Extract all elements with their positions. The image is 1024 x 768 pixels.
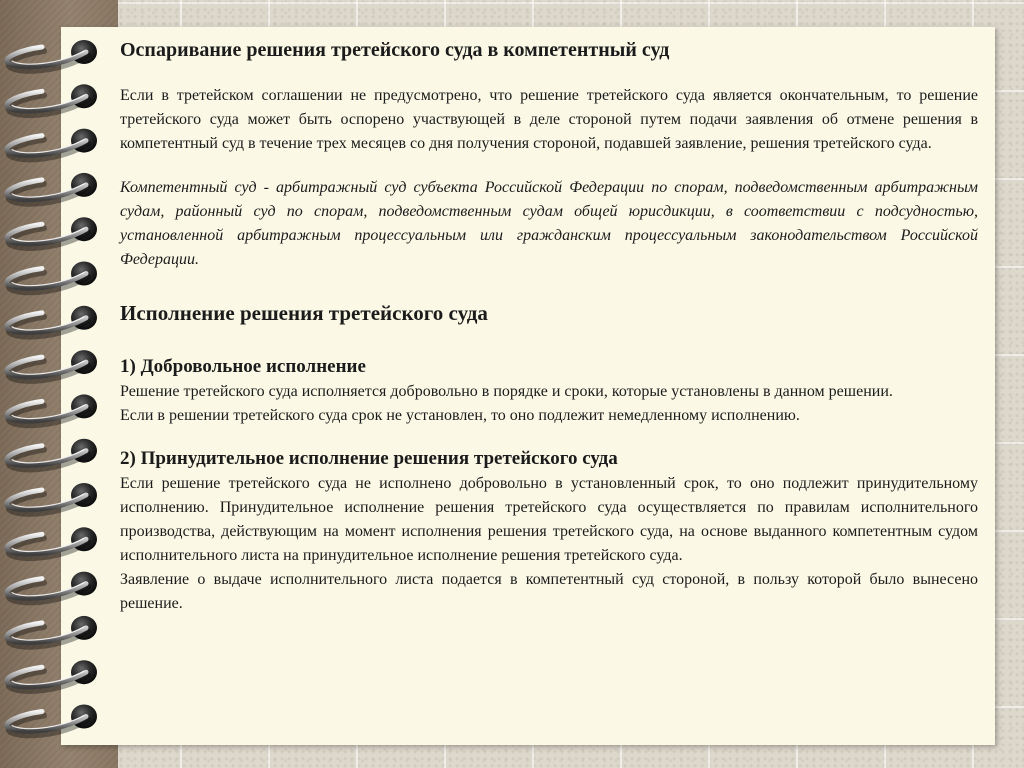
binding-ring — [7, 572, 97, 603]
binding-ring — [7, 394, 97, 425]
spiral-binding — [0, 0, 110, 768]
binding-ring — [7, 306, 97, 337]
paragraph-forced-2: Заявление о выдаче исполнительного листа подается в компетентный суд стороной, в пользу которой было вынесено решение. — [120, 571, 978, 612]
binding-ring — [7, 129, 97, 160]
binding-ring — [7, 616, 97, 647]
binding-ring — [7, 660, 97, 691]
paragraph-contest-procedure: Если в третейском соглашении не предусмотрено, что решение третейского суда является окончательным, то решение третейского суда может быть оспорено участвующей в деле стороной путем подачи заявления об отмене решения в компетентный суд в течение трех месяцев со дня получения стороной, подавшей заявление, решения третейского суда. — [120, 87, 978, 152]
section-title-contest: Оспаривание решения третейского суда в компетентный суд — [120, 39, 670, 61]
binding-ring — [7, 84, 97, 115]
subheading-forced: 2) Принудительное исполнение решения третейского суда — [120, 448, 618, 469]
paragraph-competent-court: Компетентный суд - арбитражный суд субъекта Российской Федерации по спорам, подведомственным арбитражным судам, районный суд по спорам, подведомственным судам общей юрисдикции, в соответствии с подсудностью, установленной арбитражным процессуальным или гражданским процессуальным законодательством Российской Федерации. — [120, 179, 978, 268]
binding-ring — [7, 705, 97, 736]
binding-ring — [7, 527, 97, 558]
binding-ring — [7, 350, 97, 381]
binding-ring — [7, 173, 97, 204]
binding-ring — [7, 439, 97, 470]
slide-content — [120, 36, 978, 616]
binding-ring — [7, 483, 97, 514]
paragraph-forced-1: Если решение третейского суда не исполнено добровольно в установленный срок, то оно подлежит принудительному исполнению. Принудительное исполнение решения третейского суда осуществляется по правилам исполнительного производства, действующим на момент исполнения решения третейского суда, на основе выданного компетентным судом исполнительного листа на принудительное исполнение решения третейского суда. — [120, 475, 978, 564]
section-title-execution: Исполнение решения третейского суда — [120, 301, 488, 325]
binding-ring — [7, 262, 97, 293]
paragraph-voluntary-1: Решение третейского суда исполняется добровольно в порядке и сроки, которые установлены в данном решении. — [120, 383, 893, 400]
binding-ring — [7, 40, 97, 71]
paragraph-voluntary-2: Если в решении третейского суда срок не установлен, то оно подлежит немедленному исполнению. — [120, 407, 800, 424]
subheading-voluntary: 1) Добровольное исполнение — [120, 356, 366, 377]
binding-ring — [7, 217, 97, 248]
